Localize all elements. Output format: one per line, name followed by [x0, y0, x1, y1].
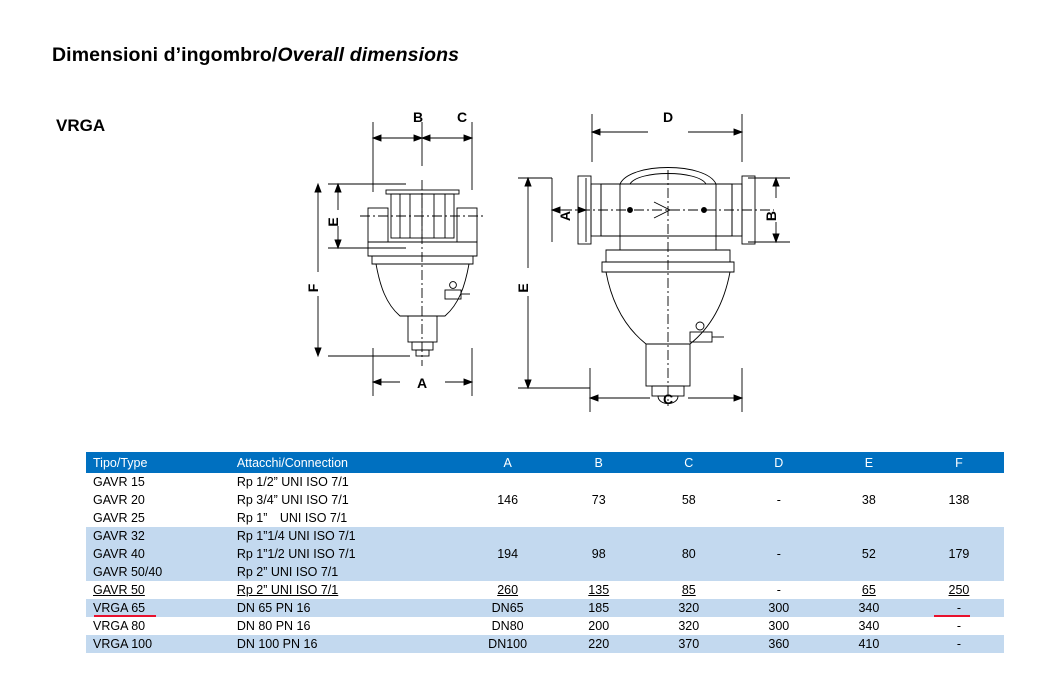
cell-e: 340 — [824, 617, 914, 635]
cell-type: VRGA 65 — [86, 599, 230, 617]
cell-c: 370 — [644, 635, 734, 653]
cell-d: - — [734, 473, 824, 527]
model-label: VRGA — [56, 116, 106, 135]
cell-a: DN80 — [462, 617, 554, 635]
dim-letter-c-right: C — [662, 391, 674, 407]
header-a: A — [462, 452, 554, 473]
table-header — [86, 452, 1004, 473]
table-row — [86, 617, 1004, 635]
cell-type: GAVR 25 — [86, 509, 230, 527]
dimensions-table-wrapper — [86, 452, 1004, 653]
header-b: B — [554, 452, 644, 473]
dim-letter-a-left: A — [416, 375, 428, 391]
cell-a-text: 260 — [497, 582, 519, 597]
cell-connection — [230, 581, 462, 599]
cell-type: GAVR 15 — [86, 473, 230, 491]
dim-letter-b-left: B — [412, 109, 424, 125]
cell-d: 300 — [734, 617, 824, 635]
cell-b-text: 135 — [588, 582, 610, 597]
page-title-italian: Dimensioni d’ingombro/ — [52, 44, 278, 66]
cell-b: 220 — [554, 635, 644, 653]
cell-f: - — [914, 635, 1004, 653]
cell-b: 185 — [554, 599, 644, 617]
cell-type-text: GAVR 50 — [93, 582, 145, 597]
cell-connection: Rp 1”1/2 UNI ISO 7/1 — [230, 545, 462, 563]
table-row — [86, 599, 1004, 617]
cell-c — [644, 581, 734, 599]
cell-b: 73 — [554, 473, 644, 527]
cell-d: - — [734, 527, 824, 581]
cell-a: 194 — [462, 527, 554, 581]
cell-e: 340 — [824, 599, 914, 617]
annotation-underline-type — [94, 615, 156, 617]
cell-c: 320 — [644, 599, 734, 617]
cell-type: GAVR 20 — [86, 491, 230, 509]
header-connection: Attacchi/Connection — [230, 452, 462, 473]
cell-connection: DN 100 PN 16 — [230, 635, 462, 653]
table-row — [86, 527, 1004, 545]
cell-connection: Rp 1”1/4 UNI ISO 7/1 — [230, 527, 462, 545]
cell-connection: Rp 1/2” UNI ISO 7/1 — [230, 473, 462, 491]
dim-letter-b-right: B — [763, 210, 779, 222]
table-row — [86, 473, 1004, 491]
header-f: F — [914, 452, 1004, 473]
cell-f: 138 — [914, 473, 1004, 527]
cell-connection: DN 65 PN 16 — [230, 599, 462, 617]
header-e: E — [824, 452, 914, 473]
cell-connection: Rp 2” UNI ISO 7/1 — [230, 563, 462, 581]
dim-letter-d-right: D — [662, 109, 674, 125]
cell-f — [914, 581, 1004, 599]
technical-drawing — [290, 100, 830, 430]
header-type: Tipo/Type — [86, 452, 230, 473]
dim-letter-f-left: F — [305, 283, 321, 293]
dim-letter-e-right: E — [515, 283, 531, 293]
page-title — [52, 44, 459, 67]
cell-d: 360 — [734, 635, 824, 653]
table-row — [86, 581, 1004, 599]
cell-connection: DN 80 PN 16 — [230, 617, 462, 635]
cell-c: 80 — [644, 527, 734, 581]
table-body — [86, 473, 1004, 653]
cell-b — [554, 581, 644, 599]
cell-a: DN65 — [462, 599, 554, 617]
cell-f: - — [914, 617, 1004, 635]
table-header-row — [86, 452, 1004, 473]
cell-c-text: 85 — [681, 582, 696, 597]
cell-f: - — [914, 599, 1004, 617]
cell-type — [86, 581, 230, 599]
header-d: D — [734, 452, 824, 473]
cell-type: GAVR 40 — [86, 545, 230, 563]
table-row — [86, 635, 1004, 653]
cell-connection-text: Rp 2” UNI ISO 7/1 — [236, 582, 339, 597]
cell-type: GAVR 50/40 — [86, 563, 230, 581]
cell-d: 300 — [734, 599, 824, 617]
cell-connection: Rp 3/4” UNI ISO 7/1 — [230, 491, 462, 509]
cell-f: 179 — [914, 527, 1004, 581]
cell-e: 410 — [824, 635, 914, 653]
dim-letter-a-right: A — [557, 210, 573, 222]
dimensions-table — [86, 452, 1004, 653]
cell-b: 98 — [554, 527, 644, 581]
cell-e: 52 — [824, 527, 914, 581]
cell-f-text: 250 — [948, 582, 970, 597]
dim-letter-c-left: C — [456, 109, 468, 125]
cell-e-text: 65 — [861, 582, 876, 597]
dim-letter-e-left: E — [325, 217, 341, 227]
cell-e — [824, 581, 914, 599]
cell-a: DN100 — [462, 635, 554, 653]
cell-connection: Rp 1” UNI ISO 7/1 — [230, 509, 462, 527]
annotation-underline-f — [934, 615, 970, 617]
cell-c: 320 — [644, 617, 734, 635]
cell-type: VRGA 100 — [86, 635, 230, 653]
cell-d: - — [734, 581, 824, 599]
page-title-english: Overall dimensions — [277, 44, 460, 66]
cell-type: GAVR 32 — [86, 527, 230, 545]
cell-c: 58 — [644, 473, 734, 527]
cell-e: 38 — [824, 473, 914, 527]
cell-b: 200 — [554, 617, 644, 635]
cell-a: 146 — [462, 473, 554, 527]
header-c: C — [644, 452, 734, 473]
cell-type: VRGA 80 — [86, 617, 230, 635]
cell-a — [462, 581, 554, 599]
